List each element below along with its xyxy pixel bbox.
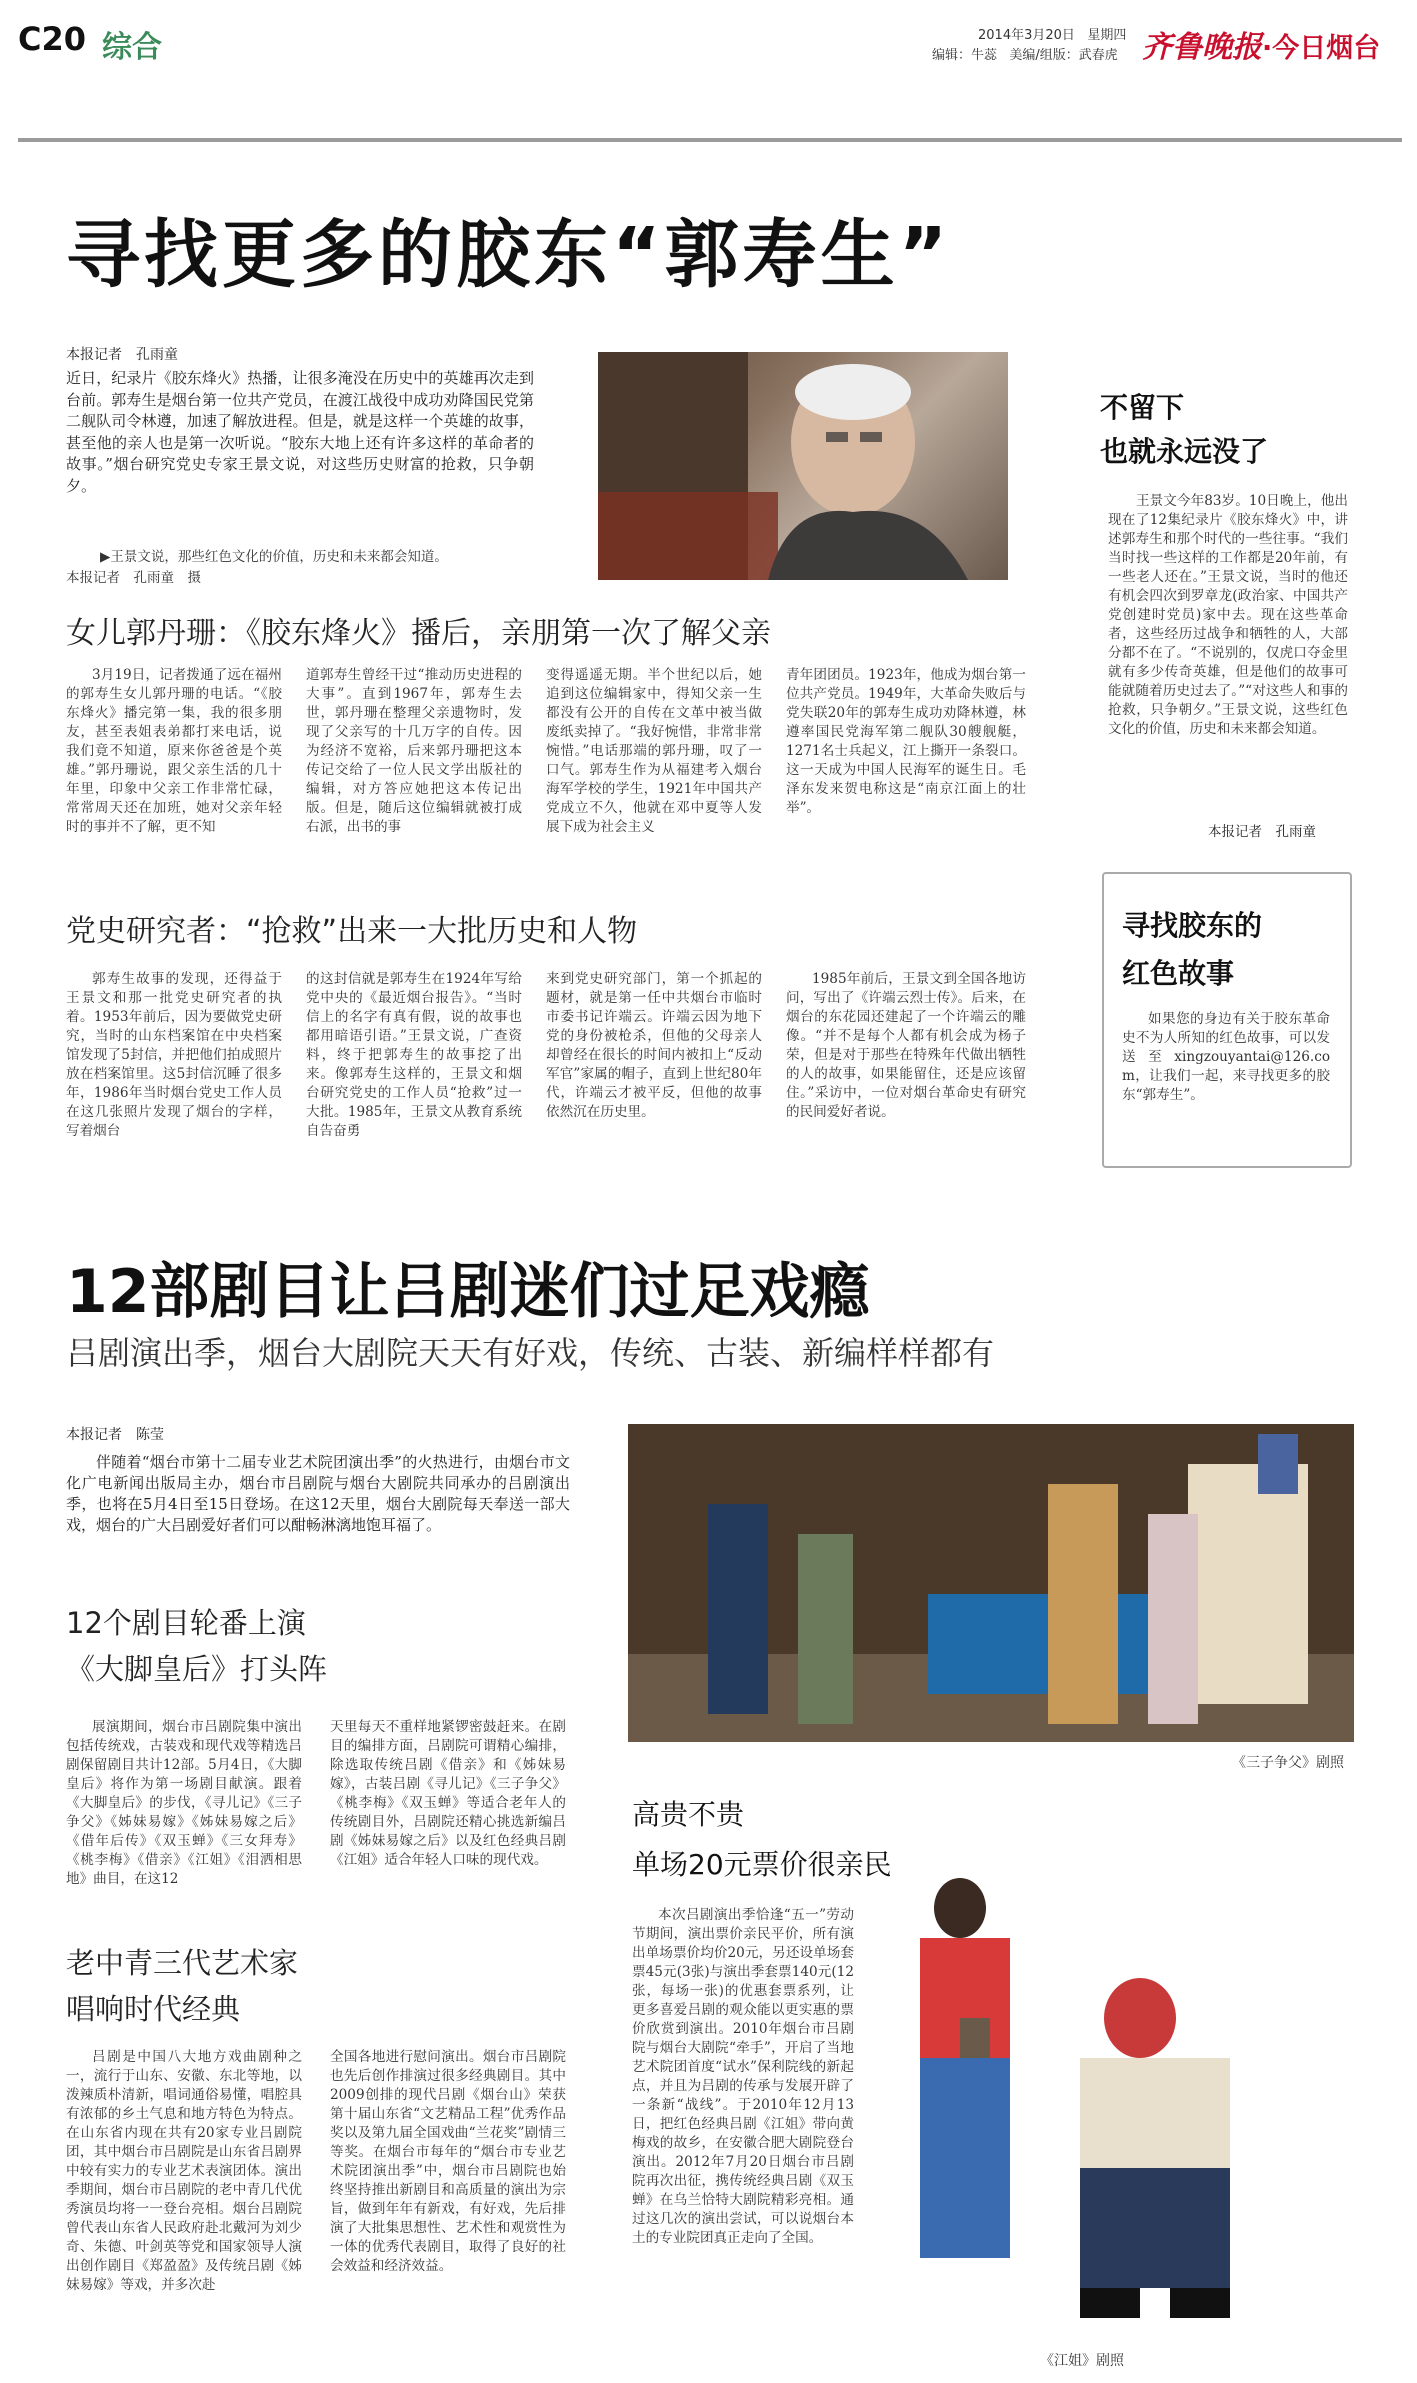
sub1-col-3: 变得遥遥无期。半个世纪以后，她追到这位编辑家中，得知父亲一生都没有公开的自传在文革中被当做废纸卖掉了。“我好惋惜，非常非常惋惜。”电话那端的郭丹珊，叹了一口气。郭寿生作为从福建考入烟台海军学校的学生，1921年中国共产党成立不久，他就在邓中夏等人发展下成为社会主义 — [546, 667, 762, 835]
sub2-col-1: 郭寿生故事的发现，还得益于王景文和那一批党史研究者的执着。1953年前后，因为要做党史研究，当时的山东档案馆在中央档案馆发现了5封信，并把他们拍成照片放在档案馆里。这5封信沉睡了很多年，1986年当时烟台党史工作人员在这几张照片发现了烟台的字样，写着烟台 — [66, 971, 282, 1139]
opera-illustration-2 — [900, 1868, 1360, 2338]
a2-sub2-col-2: 全国各地进行慰问演出。烟台市吕剧院也先后创作排演过很多经典剧目。其中2009创排的现代吕剧《烟台山》荣获第十届山东省“文艺精品工程”优秀作品奖以及第九届全国戏曲“兰花奖”剧情三等奖。在烟台市每年的“烟台市专业艺术院团演出季”中，烟台市吕剧院也始终坚持推出新剧目和高质量的演出为宗旨，做到年年有新戏，有好戏，先后排演了大批集思想性、艺术性和观赏性为一体的优秀代表剧目，取得了良好的社会效益和经济效益。 — [330, 2049, 566, 2274]
a2-sub1-col-2: 天里每天不重样地紧锣密鼓赶来。在剧目的编排方面，吕剧院可谓精心编排，除选取传统吕剧《借亲》和《姊妹易嫁》，古装吕剧《寻儿记》《三子争父》《桃李梅》《双玉蝉》等适合老年人的传统剧目外，吕剧院还精心挑选新编吕剧《姊妹易嫁之后》以及红色经典吕剧《江姐》适合年轻人口味的现代戏。 — [330, 1719, 566, 1868]
article2-subhead1-line2: 《大脚皇后》打头阵 — [66, 1652, 328, 1686]
article2-subhead1 — [66, 1600, 327, 1692]
sub1-col-2: 道郭寿生曾经干过“推动历史进程的大事”。直到1967年，郭寿生去世，郭丹珊在整理父亲遗物时，发现了父亲写的十几万字的自传。因为经济不宽裕，后来郭丹珊把这本传记交给了一位人民文学出版社的编辑，对方答应她把这本传记出版。但是，随后这位编辑就被打成右派，出书的事 — [306, 667, 522, 835]
article1-headline: 寻找更多的胶东“郭寿生” — [66, 212, 952, 298]
red-story-title-line1: 寻找胶东的 — [1122, 909, 1263, 942]
article1-lead: 近日，纪录片《胶东烽火》热播，让很多淹没在历史中的英雄再次走到台前。郭寿生是烟台第一位共产党员，在渡江战役中成功劝降国民党第二舰队司令林遵，加速了解放进程。但是，就是这样一个英雄的故事，甚至他的亲人也是第一次听说。“胶东大地上还有许多这样的革命者的故事。”烟台研究党史专家王景文说，对这些历史财富的抢救，只争朝夕。 — [66, 369, 534, 495]
article1-caption-credit: 本报记者 孔雨童 摄 — [66, 570, 201, 586]
header-rule — [18, 138, 1402, 142]
sidebar1-sign: 本报记者 孔雨童 — [1208, 824, 1316, 840]
edition-name: ·今日烟台 — [1262, 33, 1381, 64]
article1-caption: ▶王景文说，那些红色文化的价值，历史和未来都会知道。 — [100, 549, 448, 565]
designer-name: 美编/组版：武春虎 — [1009, 48, 1118, 63]
brand-name: 齐鲁晚报 — [1142, 30, 1262, 65]
sidebar2-title-line1: 高贵不贵 — [632, 1798, 745, 1831]
date-text: 2014年3月20日 — [978, 28, 1075, 43]
article2-subhead1-line1: 12个剧目轮番上演 — [66, 1606, 306, 1640]
opera-photo-2-caption: 《江姐》剧照 — [1040, 2353, 1124, 2369]
sub2-col-4: 1985年前后，王景文到全国各地访问，写出了《许端云烈士传》。后来，在烟台的东花园还建起了一个许端云的雕像。“并不是每个人都有机会成为杨子荣，但是对于那些在特殊年代做出牺牲的人的故事，如果能留住，还是应该留住。”采访中，一位对烟台革命史有研究的民间爱好者说。 — [786, 971, 1026, 1120]
sidebar1-title-line1: 不留下 — [1100, 391, 1185, 424]
article2-subhead: 吕剧演出季，烟台大剧院天天有好戏，传统、古装、新编样样都有 — [66, 1334, 995, 1372]
sidebar2-body: 本次吕剧演出季恰逢“五一”劳动节期间，演出票价亲民平价，所有演出单场票价均价20元，另还设单场套票45元(3张)与演出季套票140元(12张，每场一张)的优惠套票系列，让更多喜爱吕剧的观众能以更实惠的票价欣赏到演出。2010年烟台市吕剧院与烟台大剧院“牵手”，开启了当地艺术院团首度“试水”保利院线的新起点，并且为吕剧的传承与发展开辟了一条新“战线”。于2010年12月13日，把红色经典吕剧《江姐》带向黄梅戏的故乡，在安徽合肥大剧院登台演出。2012年7月20日烟台市吕剧院再次出征，携传统经典吕剧《双玉蝉》在乌兰恰特大剧院精彩亮相。通过这几次的演出尝试，可以说烟台本土的专业院团真正走向了全国。 — [632, 1907, 854, 2246]
sub1-col-4: 青年团团员。1923年，他成为烟台第一位共产党员。1949年，大革命失败后与党失联20年的郭寿生成功劝降林遵，林遵率国民党海军第二舰队30艘舰艇，1271名士兵起义，江上撕开一条裂口。这一天成为中国人民海军的诞生日。毛泽东发来贺电称这是“南京江面上的壮举”。 — [786, 667, 1026, 816]
red-story-title-line2: 红色故事 — [1122, 957, 1235, 990]
red-story-title — [1122, 902, 1262, 998]
article2-subhead2 — [66, 1940, 298, 2032]
article1-subhead1: 女儿郭丹珊：《胶东烽火》播后，亲朋第一次了解父亲 — [66, 616, 771, 651]
section-name: 综合 — [102, 30, 162, 65]
opera-photo-1-caption: 《三子争父》剧照 — [1232, 1755, 1344, 1771]
editor-name: 编辑：牛蕊 — [932, 48, 998, 63]
a2-sub1-col-1: 展演期间，烟台市吕剧院集中演出包括传统戏，古装戏和现代戏等精选吕剧保留剧目共计12部。5月4日，《大脚皇后》将作为第一场剧目献演。跟着《大脚皇后》的步伐，《寻儿记》《三子争父》《姊妹易嫁》《姊妹易嫁之后》《借年后传》《双玉蝉》《三女拜寿》《桃李梅》《借亲》《江姐》《泪洒相思地》曲目，在这12 — [66, 1719, 302, 1887]
article2-headline: 12部剧目让吕剧迷们过足戏瘾 — [66, 1257, 870, 1327]
sub2-col-2: 的这封信就是郭寿生在1924年写给党中央的《最近烟台报告》。“当时信上的名字有真有假，说的故事也都用暗语引语。”王景文说，广查资料，终于把郭寿生的故事挖了出来。像郭寿生这样的，王景文和烟台研究党史的工作人员“抢救”过一大批。1985年，王景文从教育系统自告奋勇 — [306, 971, 522, 1139]
sidebar2-title — [632, 1790, 892, 1890]
page-number: C20 — [18, 20, 87, 58]
brand-logo — [1142, 22, 1380, 66]
sidebar1-body: 王景文今年83岁。10日晚上，他出现在了12集纪录片《胶东烽火》中，讲述郭寿生和那个时代的一些往事。“我们当时找一些这样的工作都是20年前，有一些老人还在。”王景文说，当时的他还有机会四次到罗章龙(政治家、中国共产党创建时党员)家中去。现在这些革命者，这些经历过战争和牺牲的人，大部分都不在了。“不说别的，仅虎口夺金里就有多少传奇英雄，但是他们的故事可能就随着历史过去了。”“对这些人和事的抢救，只争朝夕。”王景文说，这些红色文化的价值，历史和未来都会知道。 — [1108, 493, 1348, 737]
article2-byline: 本报记者 陈莹 — [66, 1427, 164, 1443]
article2-subhead2-line2: 唱响时代经典 — [66, 1992, 241, 2026]
a2-sub2-col-1: 吕剧是中国八大地方戏曲剧种之一，流行于山东、安徽、东北等地，以泼辣质朴清新，唱词通俗易懂，唱腔具有浓郁的乡土气息和地方特色为特点。在山东省内现在共有20家专业吕剧院团，其中烟台市吕剧院是山东省吕剧界中较有实力的专业艺术表演团体。演出季期间，烟台市吕剧院的老中青几代优秀演员均将一一登台亮相。烟台吕剧院曾代表山东省人民政府赴北戴河为刘少奇、朱德、叶剑英等党和国家领导人演出创作剧目《郑盈盈》及传统吕剧《姊妹易嫁》等戏，并多次赴 — [66, 2049, 302, 2293]
opera-illustration-1 — [628, 1424, 1354, 1742]
sidebar2-title-line2: 单场20元票价很亲民 — [632, 1848, 892, 1881]
article1-subhead2: 党史研究者：“抢救”出来一大批历史和人物 — [66, 914, 638, 949]
issue-date — [978, 24, 1126, 43]
editor-credits — [932, 44, 1118, 63]
article2-subhead2-line1: 老中青三代艺术家 — [66, 1946, 299, 1980]
opera-photo-2 — [900, 1868, 1360, 2338]
sub1-col-1: 3月19日，记者拨通了远在福州的郭寿生女儿郭丹珊的电话。“《胶东烽火》播完第一集，我的很多朋友，甚至表姐表弟都打来电话，说我们竟不知道，原来你爸爸是个英雄。”郭丹珊说，跟父亲生活的几十年里，印象中父亲工作非常忙碌，常常周天还在加班，她对父亲年轻时的事并不了解，更不知 — [66, 667, 282, 835]
portrait-photo — [598, 352, 1008, 580]
sidebar1-title-line2: 也就永远没了 — [1100, 435, 1269, 468]
sub2-col-3: 来到党史研究部门，第一个抓起的题材，就是第一任中共烟台市临时市委书记许端云。许端云因为地下党的身份被枪杀，但他的父母亲人却曾经在很长的时间内被扣上“反动军官”家属的帽子，直到上世纪80年代，许端云才被平反，但他的故事依然沉在历史里。 — [546, 971, 762, 1120]
portrait-illustration — [598, 352, 1008, 580]
article1-byline: 本报记者 孔雨童 — [66, 347, 178, 363]
sidebar1-title — [1100, 386, 1268, 474]
weekday-text: 星期四 — [1087, 28, 1127, 43]
article2-lead: 伴随着“烟台市第十二届专业艺术院团演出季”的火热进行，由烟台市文化广电新闻出版局主办，烟台市吕剧院与烟台大剧院共同承办的吕剧演出季，也将在5月4日至15日登场。在这12天里，烟台大剧院每天奉送一部大戏，烟台的广大吕剧爱好者们可以酣畅淋漓地饱耳福了。 — [66, 1453, 570, 1534]
opera-photo-1 — [628, 1424, 1354, 1742]
red-story-body: 如果您的身边有关于胶东革命史不为人所知的红色故事，可以发送至xingzouyantai@126.com，让我们一起，来寻找更多的胶东“郭寿生”。 — [1122, 1011, 1330, 1103]
